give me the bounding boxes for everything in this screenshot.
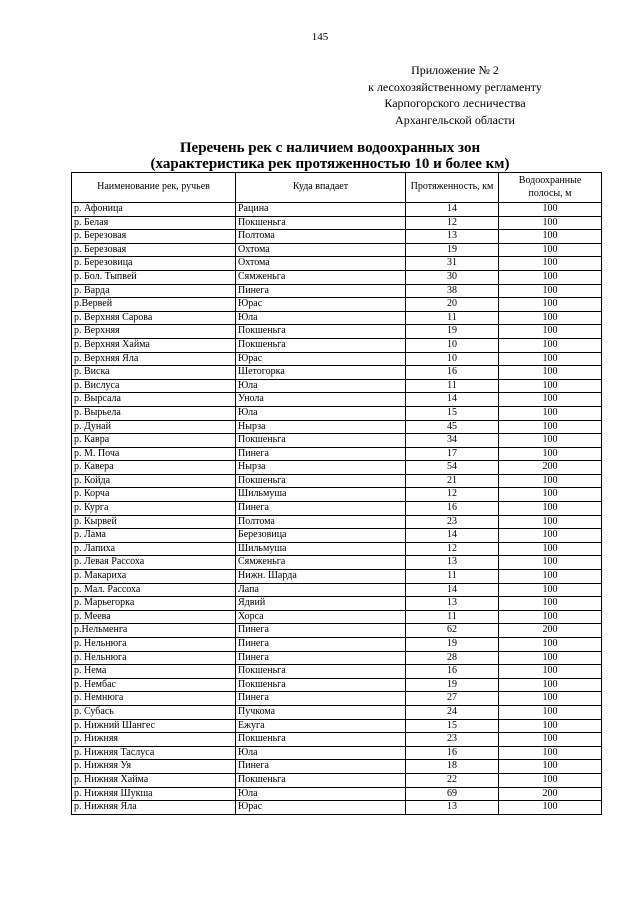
table-row — [72, 352, 602, 366]
appendix-line: Архангельской области — [395, 112, 515, 127]
header-mouth: Куда впадает — [236, 173, 406, 203]
table-row — [72, 406, 602, 420]
table-row — [72, 338, 602, 352]
cell-length: 13 — [406, 556, 499, 570]
table-row — [72, 801, 602, 815]
cell-mouth: Охтома — [236, 243, 406, 257]
cell-river-name: р. Субась — [72, 705, 236, 719]
cell-zone: 100 — [499, 556, 602, 570]
cell-river-name: р.Нельменга — [72, 624, 236, 638]
cell-mouth: Покшеньга — [236, 216, 406, 230]
cell-mouth: Юла — [236, 406, 406, 420]
cell-zone: 100 — [499, 570, 602, 584]
cell-mouth: Пинега — [236, 502, 406, 516]
cell-mouth: Пинега — [236, 624, 406, 638]
cell-mouth: Сямженьга — [236, 556, 406, 570]
cell-zone: 100 — [499, 610, 602, 624]
cell-mouth: Пинега — [236, 651, 406, 665]
cell-zone: 100 — [499, 583, 602, 597]
cell-length: 10 — [406, 338, 499, 352]
table-row — [72, 230, 602, 244]
cell-length: 15 — [406, 406, 499, 420]
cell-river-name: р. Дунай — [72, 420, 236, 434]
cell-zone: 100 — [499, 515, 602, 529]
cell-length: 15 — [406, 719, 499, 733]
cell-zone: 100 — [499, 705, 602, 719]
cell-length: 12 — [406, 216, 499, 230]
table-row — [72, 461, 602, 475]
cell-river-name: р. Нижняя Уя — [72, 760, 236, 774]
cell-zone: 200 — [499, 624, 602, 638]
rivers-table — [71, 172, 602, 815]
cell-river-name: р. Нижняя Хайма — [72, 773, 236, 787]
table-row — [72, 284, 602, 298]
table-row — [72, 216, 602, 230]
cell-zone: 100 — [499, 474, 602, 488]
cell-mouth: Полтома — [236, 230, 406, 244]
cell-mouth: Шильмуша — [236, 488, 406, 502]
table-row — [72, 638, 602, 652]
cell-mouth: Нырза — [236, 461, 406, 475]
cell-mouth: Юла — [236, 311, 406, 325]
cell-mouth: Ядвий — [236, 597, 406, 611]
appendix-line: Приложение № 2 — [411, 63, 499, 77]
table-row — [72, 665, 602, 679]
cell-zone: 100 — [499, 406, 602, 420]
cell-river-name: р. Вырсала — [72, 393, 236, 407]
cell-mouth: Нижн. Шарда — [236, 570, 406, 584]
cell-zone: 100 — [499, 230, 602, 244]
cell-length: 24 — [406, 705, 499, 719]
cell-river-name: р. Койда — [72, 474, 236, 488]
cell-zone: 100 — [499, 665, 602, 679]
cell-zone: 100 — [499, 338, 602, 352]
title-line: (характеристика рек протяженностью 10 и более км) — [150, 156, 510, 172]
cell-length: 38 — [406, 284, 499, 298]
cell-length: 12 — [406, 542, 499, 556]
cell-length: 22 — [406, 773, 499, 787]
appendix-line: к лесохозяйственному регламенту — [368, 79, 542, 94]
cell-length: 11 — [406, 379, 499, 393]
cell-river-name: р. Лапиха — [72, 542, 236, 556]
cell-river-name: р. Марьегорка — [72, 597, 236, 611]
table-row — [72, 570, 602, 584]
cell-river-name: р. Березовая — [72, 230, 236, 244]
cell-zone: 100 — [499, 434, 602, 448]
cell-zone: 200 — [499, 787, 602, 801]
cell-zone: 100 — [499, 719, 602, 733]
cell-length: 62 — [406, 624, 499, 638]
table-row — [72, 488, 602, 502]
cell-mouth: Покшеньга — [236, 678, 406, 692]
table-row — [72, 447, 602, 461]
table-row — [72, 597, 602, 611]
cell-river-name: р. Вырьела — [72, 406, 236, 420]
cell-zone: 100 — [499, 366, 602, 380]
table-row — [72, 203, 602, 217]
cell-length: 34 — [406, 434, 499, 448]
cell-zone: 100 — [499, 746, 602, 760]
cell-mouth: Хорса — [236, 610, 406, 624]
cell-river-name: р.Вервей — [72, 298, 236, 312]
cell-length: 14 — [406, 529, 499, 543]
cell-length: 54 — [406, 461, 499, 475]
cell-length: 14 — [406, 393, 499, 407]
cell-mouth: Покшеньга — [236, 338, 406, 352]
table-row — [72, 434, 602, 448]
cell-river-name: р. Кавра — [72, 434, 236, 448]
cell-river-name: р. Нема — [72, 665, 236, 679]
cell-zone: 100 — [499, 692, 602, 706]
table-row — [72, 270, 602, 284]
table-row — [72, 515, 602, 529]
cell-river-name: р. Лама — [72, 529, 236, 543]
cell-mouth: Охтома — [236, 257, 406, 271]
cell-zone: 100 — [499, 760, 602, 774]
table-row — [72, 393, 602, 407]
cell-mouth: Покшеньга — [236, 474, 406, 488]
cell-river-name: р. Березовица — [72, 257, 236, 271]
cell-length: 19 — [406, 638, 499, 652]
cell-length: 11 — [406, 610, 499, 624]
cell-mouth: Ежуга — [236, 719, 406, 733]
cell-mouth: Пучкома — [236, 705, 406, 719]
cell-river-name: р. Белая — [72, 216, 236, 230]
cell-zone: 100 — [499, 298, 602, 312]
table-row — [72, 705, 602, 719]
cell-length: 13 — [406, 230, 499, 244]
table-row — [72, 311, 602, 325]
cell-mouth: Сямженьга — [236, 270, 406, 284]
document-title — [0, 140, 640, 172]
cell-zone: 100 — [499, 284, 602, 298]
cell-zone: 100 — [499, 773, 602, 787]
cell-length: 13 — [406, 801, 499, 815]
cell-length: 10 — [406, 352, 499, 366]
table-row — [72, 610, 602, 624]
cell-length: 11 — [406, 570, 499, 584]
cell-river-name: р. Березовая — [72, 243, 236, 257]
cell-length: 14 — [406, 583, 499, 597]
cell-river-name: р. Нельнюга — [72, 651, 236, 665]
cell-river-name: р. Вислуса — [72, 379, 236, 393]
header-length: Протяженность, км — [406, 173, 499, 203]
page-number: 145 — [311, 31, 329, 43]
appendix-line: Карпогорского лесничества — [384, 96, 526, 110]
cell-length: 21 — [406, 474, 499, 488]
cell-river-name: р. Виска — [72, 366, 236, 380]
cell-length: 69 — [406, 787, 499, 801]
cell-zone: 100 — [499, 203, 602, 217]
cell-zone: 100 — [499, 638, 602, 652]
cell-mouth: Шильмуша — [236, 542, 406, 556]
cell-river-name: р. Верхняя Хайма — [72, 338, 236, 352]
cell-mouth: Юрас — [236, 801, 406, 815]
cell-mouth: Пинега — [236, 447, 406, 461]
table-row — [72, 379, 602, 393]
table-row — [72, 760, 602, 774]
cell-zone: 100 — [499, 651, 602, 665]
cell-mouth: Полтома — [236, 515, 406, 529]
table-row — [72, 651, 602, 665]
cell-mouth: Покшеньга — [236, 733, 406, 747]
cell-river-name: р. Немнюга — [72, 692, 236, 706]
cell-zone: 200 — [499, 461, 602, 475]
cell-length: 28 — [406, 651, 499, 665]
cell-length: 18 — [406, 760, 499, 774]
cell-length: 12 — [406, 488, 499, 502]
cell-zone: 100 — [499, 529, 602, 543]
cell-zone: 100 — [499, 257, 602, 271]
cell-river-name: р. Меева — [72, 610, 236, 624]
cell-river-name: р. Бол. Тыпвей — [72, 270, 236, 284]
table-row — [72, 366, 602, 380]
cell-mouth: Покшеньга — [236, 773, 406, 787]
table-row — [72, 746, 602, 760]
cell-zone: 100 — [499, 393, 602, 407]
cell-mouth: Пинега — [236, 760, 406, 774]
cell-mouth: Пинега — [236, 284, 406, 298]
cell-river-name: р. Мал. Рассоха — [72, 583, 236, 597]
cell-river-name: р. М. Поча — [72, 447, 236, 461]
table-row — [72, 719, 602, 733]
cell-mouth: Юрас — [236, 298, 406, 312]
table-row — [72, 733, 602, 747]
table-row — [72, 624, 602, 638]
cell-zone: 100 — [499, 243, 602, 257]
cell-mouth: Юла — [236, 379, 406, 393]
cell-zone: 100 — [499, 678, 602, 692]
table-row — [72, 502, 602, 516]
cell-length: 11 — [406, 311, 499, 325]
cell-length: 19 — [406, 325, 499, 339]
cell-length: 45 — [406, 420, 499, 434]
cell-river-name: р. Кырвей — [72, 515, 236, 529]
cell-mouth: Унола — [236, 393, 406, 407]
appendix-note — [330, 62, 580, 128]
cell-zone: 100 — [499, 733, 602, 747]
cell-river-name: р. Кавера — [72, 461, 236, 475]
cell-length: 13 — [406, 597, 499, 611]
cell-length: 20 — [406, 298, 499, 312]
cell-length: 14 — [406, 203, 499, 217]
cell-zone: 100 — [499, 542, 602, 556]
table-row — [72, 298, 602, 312]
cell-river-name: р. Варда — [72, 284, 236, 298]
cell-length: 17 — [406, 447, 499, 461]
cell-mouth: Березовица — [236, 529, 406, 543]
cell-river-name: р. Нельнюга — [72, 638, 236, 652]
cell-river-name: р. Левая Рассоха — [72, 556, 236, 570]
cell-zone: 100 — [499, 420, 602, 434]
cell-length: 31 — [406, 257, 499, 271]
table-row — [72, 678, 602, 692]
cell-length: 23 — [406, 733, 499, 747]
table-body — [72, 203, 602, 815]
cell-zone: 100 — [499, 502, 602, 516]
cell-river-name: р. Нижняя Яла — [72, 801, 236, 815]
cell-mouth: Пинега — [236, 692, 406, 706]
cell-zone: 100 — [499, 801, 602, 815]
cell-river-name: р. Нижний Шангес — [72, 719, 236, 733]
cell-river-name: р. Верхняя Яла — [72, 352, 236, 366]
cell-length: 16 — [406, 746, 499, 760]
cell-river-name: р. Верхняя Сарова — [72, 311, 236, 325]
table-row — [72, 773, 602, 787]
cell-river-name: р. Макариха — [72, 570, 236, 584]
cell-river-name: р. Верхняя — [72, 325, 236, 339]
cell-mouth: Юрас — [236, 352, 406, 366]
cell-mouth: Покшеньга — [236, 325, 406, 339]
table-row — [72, 556, 602, 570]
cell-zone: 100 — [499, 488, 602, 502]
header-name: Наименование рек, ручьев — [72, 173, 236, 203]
table-row — [72, 542, 602, 556]
cell-river-name: р. Нембас — [72, 678, 236, 692]
cell-mouth: Юла — [236, 787, 406, 801]
cell-zone: 100 — [499, 379, 602, 393]
cell-length: 30 — [406, 270, 499, 284]
cell-mouth: Юла — [236, 746, 406, 760]
title-line: Перечень рек с наличием водоохранных зон — [179, 140, 481, 156]
cell-zone: 100 — [499, 325, 602, 339]
table-row — [72, 474, 602, 488]
table-row — [72, 257, 602, 271]
cell-length: 27 — [406, 692, 499, 706]
header-zone: Водоохранные полосы, м — [499, 173, 602, 203]
cell-river-name: р. Нижняя — [72, 733, 236, 747]
cell-river-name: р. Афоница — [72, 203, 236, 217]
cell-zone: 100 — [499, 311, 602, 325]
cell-length: 16 — [406, 366, 499, 380]
cell-mouth: Нырза — [236, 420, 406, 434]
cell-mouth: Покшеньга — [236, 665, 406, 679]
cell-length: 19 — [406, 678, 499, 692]
cell-zone: 100 — [499, 597, 602, 611]
cell-zone: 100 — [499, 447, 602, 461]
cell-length: 19 — [406, 243, 499, 257]
table-row — [72, 787, 602, 801]
cell-river-name: р. Нижняя Шукша — [72, 787, 236, 801]
cell-zone: 100 — [499, 216, 602, 230]
cell-mouth: Покшеньга — [236, 434, 406, 448]
cell-length: 16 — [406, 502, 499, 516]
cell-length: 23 — [406, 515, 499, 529]
table-row — [72, 420, 602, 434]
cell-length: 16 — [406, 665, 499, 679]
cell-river-name: р. Нижняя Таслуса — [72, 746, 236, 760]
cell-mouth: Шетогорка — [236, 366, 406, 380]
table-row — [72, 529, 602, 543]
table-header-row — [72, 173, 602, 203]
table-row — [72, 325, 602, 339]
table-row — [72, 692, 602, 706]
table-row — [72, 243, 602, 257]
cell-zone: 100 — [499, 270, 602, 284]
cell-mouth: Пинега — [236, 638, 406, 652]
cell-zone: 100 — [499, 352, 602, 366]
table-row — [72, 583, 602, 597]
cell-river-name: р. Курга — [72, 502, 236, 516]
cell-mouth: Рацина — [236, 203, 406, 217]
cell-river-name: р. Корча — [72, 488, 236, 502]
cell-mouth: Лапа — [236, 583, 406, 597]
